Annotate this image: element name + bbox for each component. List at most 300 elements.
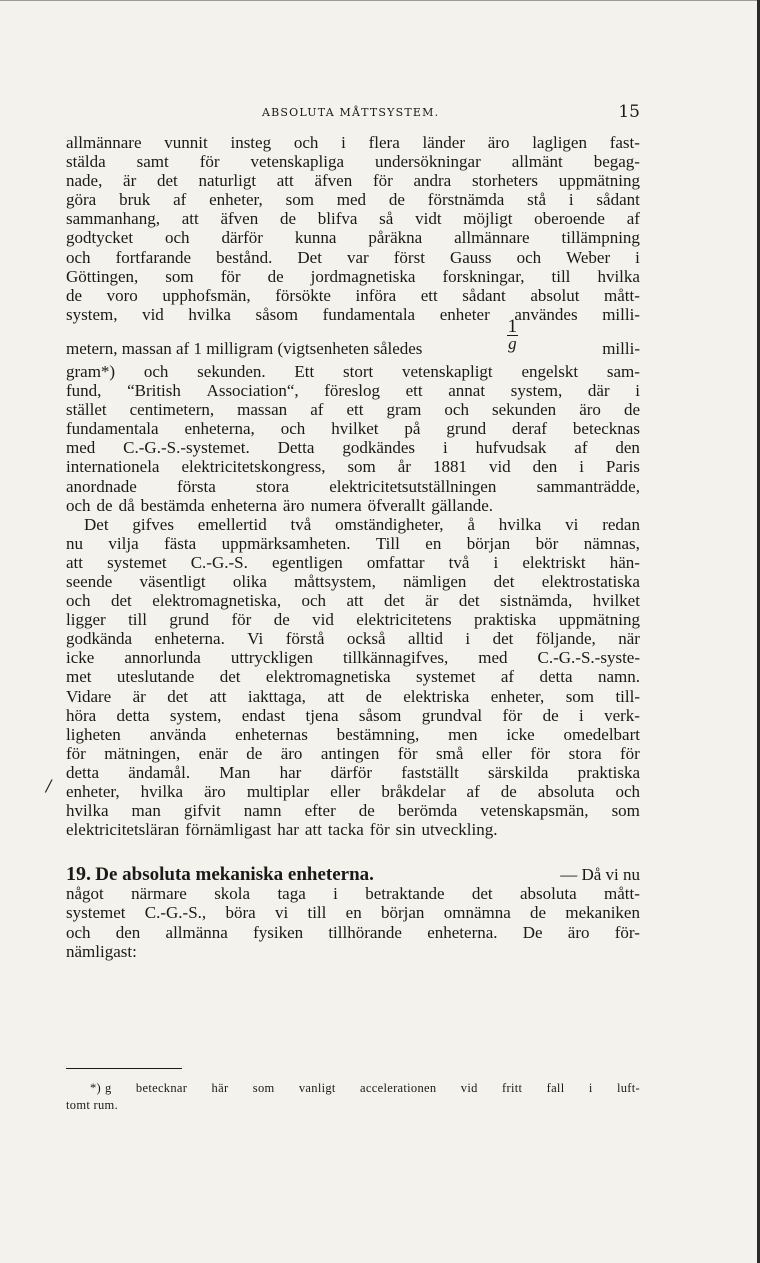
word: praktiska [577,762,640,782]
text-line [66,591,640,610]
word: tacka [327,820,364,840]
word: bestämda [140,495,205,515]
word: de [246,743,263,763]
fraction-line [66,315,640,362]
word: med [336,190,367,210]
word: tillhörande [328,922,402,942]
margin-mark: / [46,776,52,795]
word: de [530,903,547,923]
text-line [66,267,640,286]
word: fortfarande [115,247,192,267]
word: allmännare [454,228,530,248]
word: alltid [408,629,443,649]
word: att [346,591,364,611]
word: Vidare [66,686,112,706]
text-line [66,923,640,942]
word: oberoende [534,209,605,229]
word: enheterna [210,495,277,515]
word: godkända [66,629,133,649]
word: de [96,495,113,515]
word: föreslog [324,381,380,401]
word: för [620,743,640,763]
word: fundamentala [322,304,416,324]
word: systemet [415,667,476,687]
word: till [128,610,147,630]
word: i [568,190,574,210]
text-line [66,782,640,801]
footnote-marker: *) [90,1081,102,1095]
page-number: 15 [618,102,640,122]
word: gram [386,400,422,420]
word: elektromagnetiska [265,667,391,687]
word: vid [142,304,164,324]
word: det [110,591,132,611]
word: numera [310,495,362,515]
word: de [358,801,375,821]
word: nämligast: [66,941,137,961]
word: insteg [230,133,272,152]
word: ligger [66,610,106,630]
word: till [307,903,327,923]
word: stälda [66,152,106,172]
text-line [66,171,640,190]
word: andra [413,171,452,191]
word: af [500,667,515,687]
section-heading-line [66,865,640,884]
word: i [333,884,338,904]
text-line [66,438,640,457]
word: möjligt [463,209,513,229]
word: och [66,495,91,515]
word: absolut [530,285,580,305]
word: bestånd. [216,247,273,267]
word: som [165,266,194,286]
word: eller [330,782,361,801]
word: två [290,514,312,534]
word: antingen [320,743,380,763]
word: där [587,381,610,401]
word: begag- [593,152,640,172]
word: med [66,438,96,458]
word: att [66,552,83,572]
word: det [458,591,480,611]
word: då [118,495,135,515]
word: hvilka [597,266,640,286]
word: det [219,667,241,687]
word: upphofsmän, [162,285,251,305]
footnote [66,1080,640,1114]
word: betraktande [365,884,445,904]
word: något [66,884,104,904]
text-line [66,801,640,820]
word: små [435,743,464,763]
word: enheterna. [154,629,225,649]
word: förstnämda [427,190,505,210]
text-line [66,305,640,324]
text-line [66,419,640,438]
word: emellertid [197,514,267,534]
word: godkändes [342,438,416,458]
word: sekunden. [197,361,266,381]
word: gifves [132,514,174,534]
word: vid [312,610,334,630]
word: man [131,801,161,821]
word: äro [579,400,601,420]
word: tillämpning [561,228,640,248]
word: elektriskt [522,552,586,572]
section-title: De absoluta mekaniska enheterna. [95,864,374,886]
footnote-rule [66,1068,182,1069]
word: påräkna [368,228,423,248]
word: för [502,705,523,725]
word: i [465,629,471,649]
word: systemet [107,552,167,572]
word: forskningar, [442,266,525,286]
word: så [379,209,394,229]
word: C.-G.-S., [144,903,207,923]
word: af [466,782,480,801]
word: enheterna, [184,419,255,439]
fraction [507,315,519,353]
word: att [276,171,294,191]
word: de [623,400,640,420]
word: de [279,209,297,229]
word: utveckling. [421,820,498,840]
text-line [66,400,640,419]
text-line [66,629,640,648]
word: bråkdelar [381,782,446,801]
word: tillkännagifves, [342,648,449,668]
text-line [66,648,640,667]
word: och [280,419,306,439]
word: af [310,400,324,420]
word: ligheten [66,724,121,744]
word: vi [565,514,579,534]
word: stället [66,400,107,420]
word: kunna [294,228,337,248]
word: att [327,686,345,706]
word: samt [136,152,169,172]
word: fastställt [401,762,459,782]
word: detta [116,705,150,725]
word: godtycket [66,228,134,248]
text-line [66,706,640,725]
word: för [372,171,393,191]
text-line [66,687,640,706]
word: eller [481,743,512,763]
word: att [304,820,322,840]
page-header [66,102,640,126]
word: i [635,381,640,401]
word: det [492,629,514,649]
word: uppmätning [558,171,640,191]
text-line [66,228,640,247]
word: för [66,743,86,763]
word: enheter, [66,782,120,801]
text-line [66,725,640,744]
word: stort [343,361,374,381]
word: att [209,686,227,706]
paragraph-1 [66,133,640,324]
word: omnämna [443,903,511,923]
section-body [66,884,640,960]
word: nade, [66,171,103,191]
word: elektricitetskongress, [181,457,326,477]
word: för [397,743,418,763]
word: i [635,247,640,267]
word: ett [405,381,423,401]
word: blifva [317,209,358,229]
text-line [66,190,640,209]
word: fast- [609,133,640,152]
word: storheters [471,171,539,191]
word: försökte [275,285,331,305]
word: hvilket [592,591,640,611]
word: elektricitetsläran [66,820,180,840]
word: till [551,266,571,286]
word: och [66,247,91,267]
text-line [66,477,640,496]
word: som [347,457,376,477]
word: vetenskapligt [402,361,493,381]
fraction-numerator: 1 [507,315,518,337]
word: deraf [512,419,547,439]
word: såsom [255,304,298,324]
word: böra [225,903,256,923]
word: Man [219,762,251,782]
word: på [404,419,421,439]
word: internationela [66,457,160,477]
word: de [365,686,382,706]
word: införa [355,285,397,305]
word: verk- [604,705,640,725]
word: och [615,782,640,801]
word: vid [488,457,511,477]
text-line [66,572,640,591]
word: därför [330,762,373,782]
word: hvilka [188,304,231,324]
footnote-text-1: g betecknar här som vanligt accelerationen vid fritt fall i luft- [105,1081,640,1095]
word: är [425,591,439,611]
word: multiplar [246,782,310,801]
word: flera [368,133,400,152]
word: äro [567,922,590,942]
word: undersökningar [375,152,481,172]
word: de [66,285,83,305]
word: system, [66,304,118,324]
section-gap [66,839,640,865]
word: till- [615,686,640,706]
word: nämnas, [583,533,640,553]
word: för [369,820,390,840]
word: och [66,591,91,611]
word: berömda [397,801,458,821]
word: tjena [305,705,339,725]
word: den [115,922,141,942]
text-line [66,152,640,171]
text-line [66,286,640,305]
word: absoluta [520,884,577,904]
word: detta [66,762,100,782]
word: och [516,247,542,267]
text-line [66,610,640,629]
word: hvilket [331,419,379,439]
word: i [493,552,499,572]
word: mått- [604,884,640,904]
word: elektricitetens [356,610,452,630]
word: met [66,667,92,687]
word: de [267,266,284,286]
text-line [66,744,640,763]
text-line [66,534,640,553]
text-line [66,515,640,534]
word: och [66,922,91,942]
word: uppmärksamheten. [221,533,351,553]
word: naturligt [198,171,257,191]
word: af [574,438,588,458]
word: först [393,247,425,267]
word: allmännare [66,133,142,152]
word: lagligen [532,133,587,152]
word: särskilda [488,762,549,782]
word: uppmätning [558,610,640,630]
word: system, [510,381,563,401]
word: system, [169,705,222,725]
word: enheterna. [427,922,498,942]
word: af [173,190,187,210]
word: gram*) [66,361,116,381]
word: följande, [535,629,596,649]
word: när [618,629,640,649]
word: hufvudsak [475,438,547,458]
word: en [425,533,442,553]
word: detta [539,667,573,687]
word: Det [297,247,322,267]
word: namn. [597,667,640,687]
word: anordnade [66,476,137,496]
word: massan [237,400,288,420]
word: milli- [602,304,640,324]
word: taga [277,884,306,904]
word: enär [198,743,228,763]
word: göra [66,190,97,210]
word: i [579,457,584,477]
word: enheter, [490,686,545,706]
word: mätningen, [104,743,181,763]
word: de [388,190,405,210]
word: enheter, [209,190,263,210]
word: i [579,705,584,725]
word: som [285,190,314,210]
word: Det [84,514,109,534]
word: är [132,686,146,706]
word: stora [568,743,602,763]
word: höra [66,705,97,725]
word: de [500,782,517,801]
word: vidt [415,209,442,229]
word: mått- [604,285,640,305]
word: den [615,438,640,458]
word: C.-G.-S.-syste- [537,648,640,668]
word: som [611,801,640,821]
word: grund [169,610,210,630]
word: är [123,171,137,191]
fraction-line-after: milli- [602,338,640,358]
word: elektromagnetiska, [152,591,282,611]
word: redan [602,514,640,534]
footnote-text-2: tomt rum. [66,1098,119,1112]
word: Paris [605,457,640,477]
word: för- [614,922,640,942]
word: och [143,361,169,381]
footnote-line-2 [66,1097,640,1114]
word: vilja [108,533,139,553]
word: systemet [66,903,126,923]
word: det [471,884,493,904]
word: annorlunda [124,648,201,668]
word: därför [221,228,263,248]
word: elektriska [403,686,470,706]
word: och [164,228,190,248]
word: Till [375,533,400,553]
section-number: 19. [66,863,91,886]
word: ändamål. [128,762,191,782]
word: gifvit [183,801,221,821]
word: de [273,610,290,630]
word: fysiken [253,922,304,942]
word: äro [282,495,305,515]
word: Weber [566,247,611,267]
text-line [66,942,640,961]
word: hvilka [66,801,109,821]
word: för [220,266,241,286]
word: sammanhang, [66,209,160,229]
word: det [167,686,189,706]
footnote-line-1 [66,1080,640,1097]
word: hän- [609,552,640,572]
section-heading-tail: — Då vi nu [560,865,640,885]
word: har [277,820,299,840]
word: omedelbart [563,724,640,744]
word: uteslutande [116,667,195,687]
word: äro [487,133,510,152]
word: omfattar [366,552,425,572]
word: var [346,247,369,267]
word: förnämligast [185,820,272,840]
word: endast [241,705,286,725]
text-line [66,209,640,228]
word: sådant [462,285,506,305]
word: vi [274,903,289,923]
text-line [66,248,640,267]
word: förstå [285,629,325,649]
word: omständigheter, [335,514,444,534]
word: närmare [131,884,187,904]
section-heading [66,865,374,884]
word: sistnämda, [500,591,573,611]
word: användes [514,304,578,324]
word: nämligen [403,571,467,591]
word: C.-G.-S. [190,552,248,572]
word: bruk [119,190,151,210]
word: allmänna [165,922,228,942]
text-line [66,884,640,903]
word: en [345,903,362,923]
word: De [522,922,543,942]
paragraph-2 [66,362,640,839]
word: bestämning, [336,724,420,744]
word: och [444,400,469,420]
